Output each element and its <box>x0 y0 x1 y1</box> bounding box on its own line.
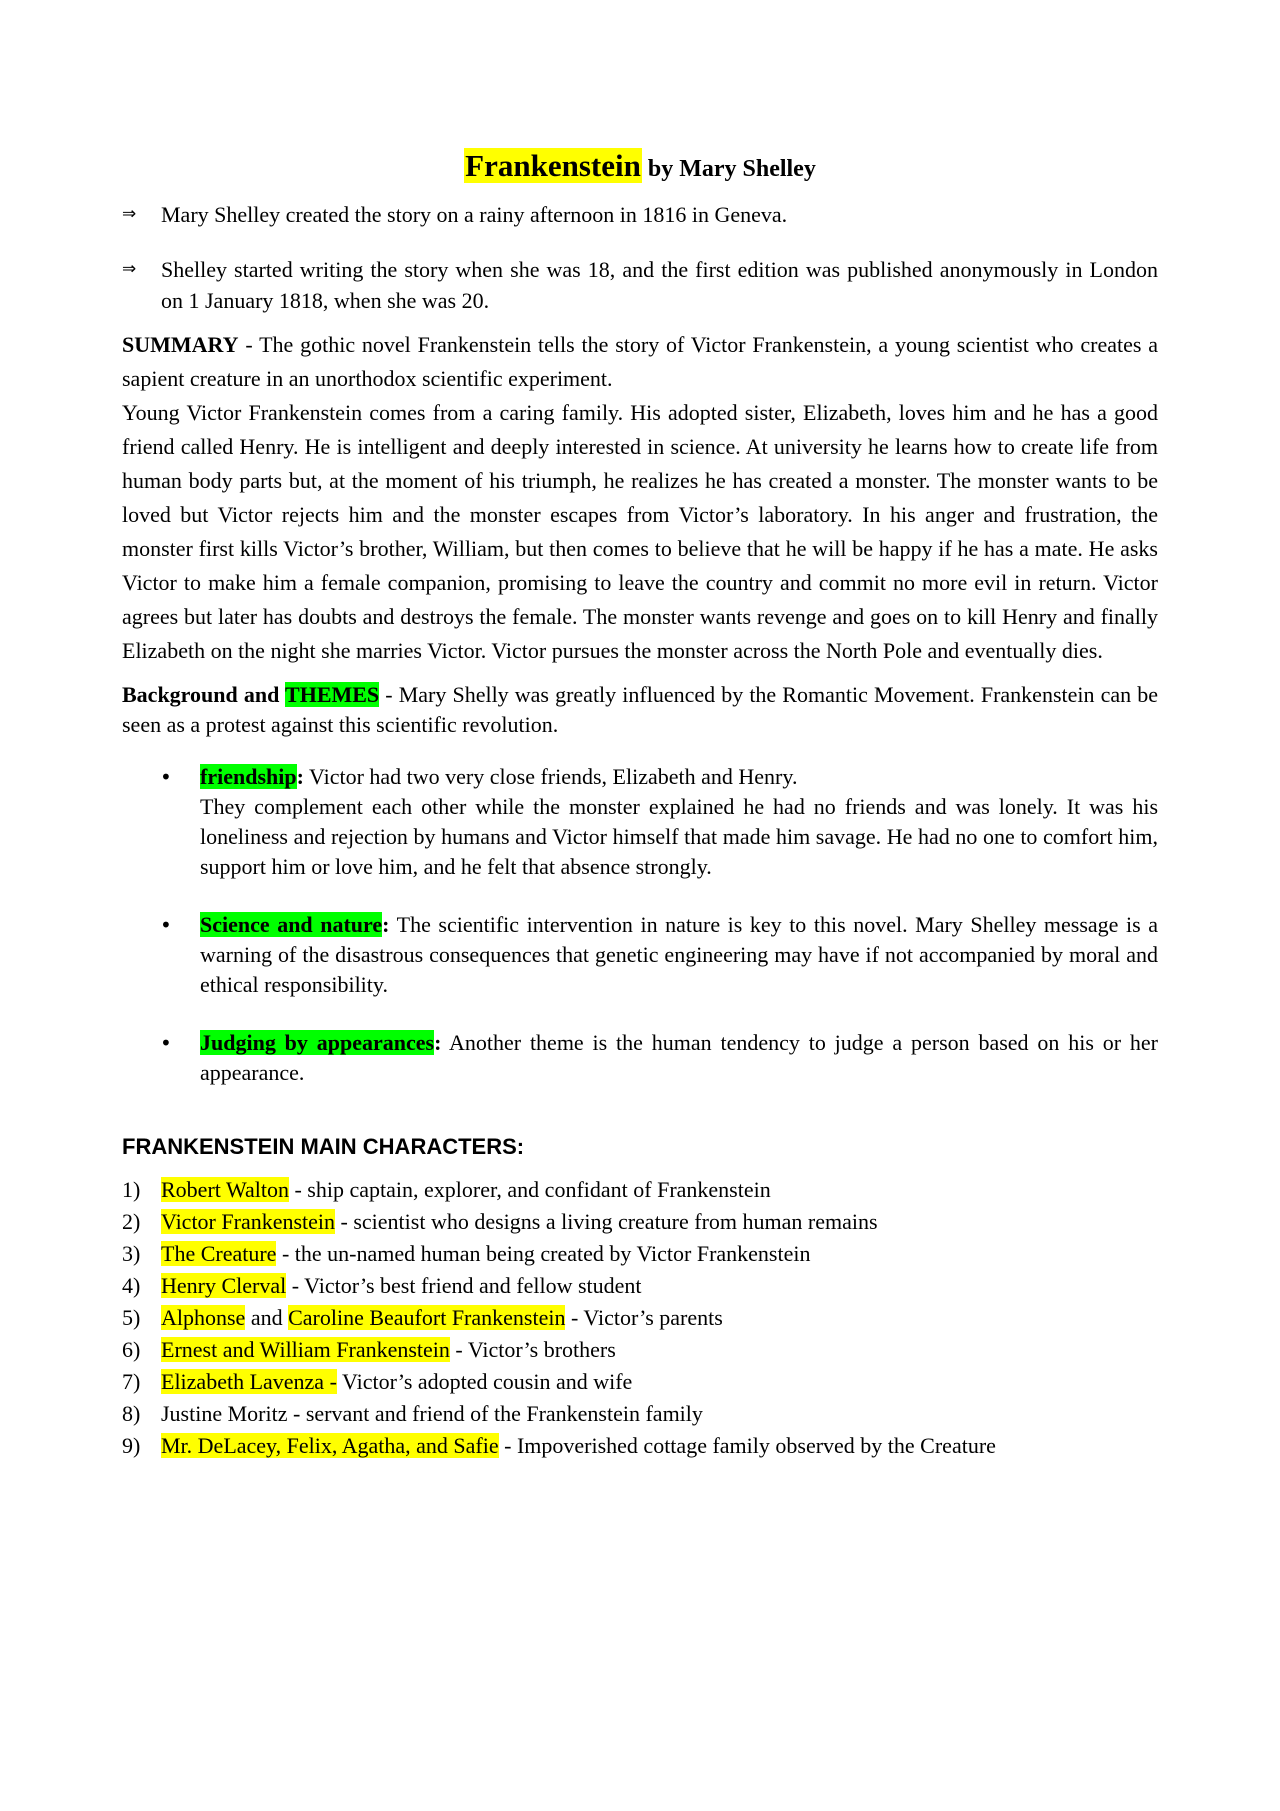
theme-colon: : <box>296 764 304 789</box>
summary-lead: - The gothic novel Frankenstein tells the story of Victor Frankenstein, a young scientist who creates a sapient creature in an unorthodox scientific experiment. <box>122 332 1158 391</box>
bullet-icon: • <box>160 913 172 937</box>
intro-text: Shelley started writing the story when she was 18, and the first edition was published anonymously in London on 1 January 1818, when she was 20. <box>161 257 1158 313</box>
character-item <box>122 1174 1158 1206</box>
characters-heading: FRANKENSTEIN MAIN CHARACTERS: <box>122 1134 525 1159</box>
characters-list <box>122 1174 1158 1462</box>
character-name: Elizabeth Lavenza - <box>161 1369 337 1394</box>
character-item <box>122 1430 1158 1462</box>
document-title <box>122 150 1158 185</box>
character-item <box>122 1206 1158 1238</box>
character-number: 4) <box>122 1273 141 1298</box>
intro-item <box>122 199 1158 230</box>
theme-text: The scientific intervention in nature is key to this novel. Mary Shelley message is a warning of the disastrous consequences that genetic engineering may have if not accompanied by moral and ethical responsibility. <box>200 912 1158 997</box>
summary-body: Young Victor Frankenstein comes from a caring family. His adopted sister, Elizabeth, loves him and he has a good friend called Henry. He is intelligent and deeply interested in science. At university he learns how to create life from human body parts but, at the moment of his triumph, he realizes he has created a monster. The monster wants to be loved but Victor rejects him and the monster escapes from Victor’s laboratory. In his anger and frustration, the monster first kills Victor’s brother, William, but then comes to believe that he will be happy if he has a mate. He asks Victor to make him a female companion, promising to leave the country and commit no more evil in return. Victor agrees but later has doubts and destroys the female. The monster wants revenge and goes on to kill Henry and finally Elizabeth on the night she marries Victor. Victor pursues the monster across the North Pole and eventually dies. <box>122 400 1158 663</box>
background-paragraph <box>122 680 1158 740</box>
arrow-icon: ⇒ <box>122 204 137 224</box>
character-number: 6) <box>122 1337 141 1362</box>
themes-list <box>122 762 1158 1088</box>
document-page <box>122 150 1158 1462</box>
background-text: - Mary Shelly was greatly influenced by the Romantic Movement. Frankenstein can be seen as a protest against this scientific revolution. <box>122 682 1158 737</box>
character-desc: Justine Moritz - servant and friend of the Frankenstein family <box>161 1401 703 1426</box>
character-name: Henry Clerval <box>161 1273 287 1298</box>
character-name: The Creature <box>161 1241 277 1266</box>
theme-colon: : <box>382 912 390 937</box>
character-name: Ernest and William Frankenstein <box>161 1337 450 1362</box>
theme-text: Another theme is the human tendency to judge a person based on his or her appearance. <box>200 1030 1158 1085</box>
title-main: Frankenstein <box>465 148 641 183</box>
character-connector: and <box>245 1305 289 1330</box>
theme-name: Science and nature <box>200 912 383 937</box>
character-number: 8) <box>122 1401 141 1426</box>
character-number: 3) <box>122 1241 141 1266</box>
character-desc: - Victor’s brothers <box>449 1337 616 1362</box>
themes-label: THEMES <box>285 682 380 707</box>
summary-label: SUMMARY <box>122 332 239 357</box>
character-name-second: Caroline Beaufort Frankenstein <box>288 1305 566 1330</box>
character-name: Robert Walton <box>161 1177 289 1202</box>
character-number: 7) <box>122 1369 141 1394</box>
character-desc: - Victor’s parents <box>565 1305 723 1330</box>
theme-colon: : <box>434 1030 442 1055</box>
character-name: Victor Frankenstein <box>161 1209 336 1234</box>
character-number: 1) <box>122 1177 141 1202</box>
character-desc: - scientist who designs a living creature from human remains <box>335 1209 878 1234</box>
summary-paragraph <box>122 328 1158 396</box>
theme-item <box>122 910 1158 1000</box>
theme-name: Judging by appearances <box>200 1030 435 1055</box>
arrow-icon: ⇒ <box>122 259 137 279</box>
title-author: by Mary Shelley <box>641 156 816 182</box>
intro-item <box>122 254 1158 316</box>
character-item <box>122 1238 1158 1270</box>
character-desc: - ship captain, explorer, and confidant of Frankenstein <box>288 1177 771 1202</box>
character-desc: Victor’s adopted cousin and wife <box>336 1369 633 1394</box>
theme-extra: They complement each other while the monster explained he had no friends and was lonely. It was his loneliness and rejection by humans and Victor himself that made him savage. He had no one to comfort him, support him or love him, and he felt that absence strongly. <box>200 794 1158 879</box>
character-desc: - Impoverished cottage family observed by the Creature <box>498 1433 996 1458</box>
bullet-icon: • <box>160 1031 172 1055</box>
theme-item <box>122 762 1158 882</box>
character-item <box>122 1334 1158 1366</box>
character-item <box>122 1270 1158 1302</box>
intro-text: Mary Shelley created the story on a rainy afternoon in 1816 in Geneva. <box>161 202 788 227</box>
theme-item <box>122 1028 1158 1088</box>
character-desc: - Victor’s best friend and fellow student <box>286 1273 642 1298</box>
background-label: Background and <box>122 682 286 707</box>
character-number: 2) <box>122 1209 141 1234</box>
character-number: 9) <box>122 1433 141 1458</box>
character-number: 5) <box>122 1305 141 1330</box>
theme-text: Victor had two very close friends, Elizabeth and Henry. <box>303 764 798 789</box>
bullet-icon: • <box>160 765 172 789</box>
character-item <box>122 1302 1158 1334</box>
character-desc: - the un-named human being created by Victor Frankenstein <box>276 1241 811 1266</box>
character-item <box>122 1398 1158 1430</box>
character-name: Alphonse <box>161 1305 246 1330</box>
character-item <box>122 1366 1158 1398</box>
theme-name: friendship <box>200 764 297 789</box>
character-name: Mr. DeLacey, Felix, Agatha, and Safie <box>161 1433 499 1458</box>
